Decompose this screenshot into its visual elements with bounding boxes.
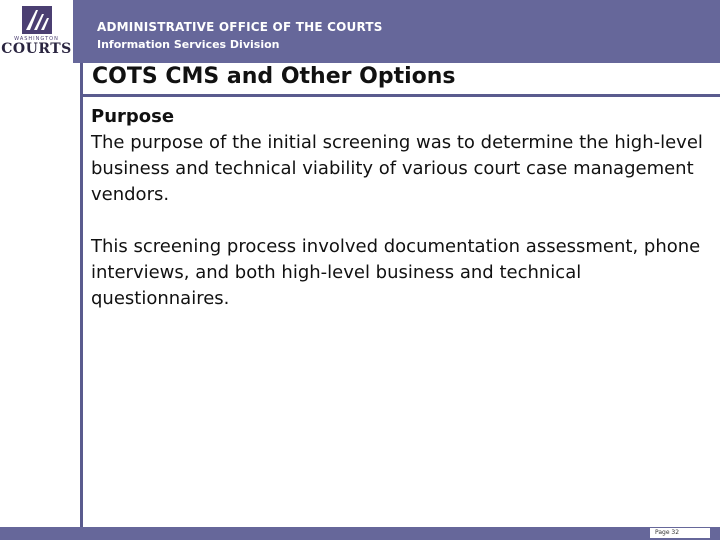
- title-underline: [80, 94, 720, 97]
- footer-band: [0, 527, 720, 540]
- logo-small-text: WASHINGTON: [14, 36, 59, 42]
- courts-seal-icon: [22, 6, 52, 34]
- section-heading: Purpose: [91, 106, 175, 127]
- header-division: Information Services Division: [97, 38, 280, 51]
- paragraph-spacer: [91, 208, 711, 234]
- courts-logo: [0, 0, 73, 63]
- paragraph-purpose: The purpose of the initial screening was to determine the high-level business and technical viability of various court case management vendors.: [91, 132, 703, 205]
- header-office-title: ADMINISTRATIVE OFFICE OF THE COURTS: [97, 20, 383, 34]
- logo-big-text: COURTS: [1, 41, 72, 57]
- header-band: [73, 0, 720, 63]
- vertical-divider: [80, 63, 83, 527]
- paragraph-process: This screening process involved documentation assessment, phone interviews, and both high-level business and technical questionnaires.: [91, 236, 701, 309]
- page-number: Page 32: [655, 529, 680, 536]
- slide-title: COTS CMS and Other Options: [92, 64, 456, 89]
- slide-body: [91, 104, 711, 312]
